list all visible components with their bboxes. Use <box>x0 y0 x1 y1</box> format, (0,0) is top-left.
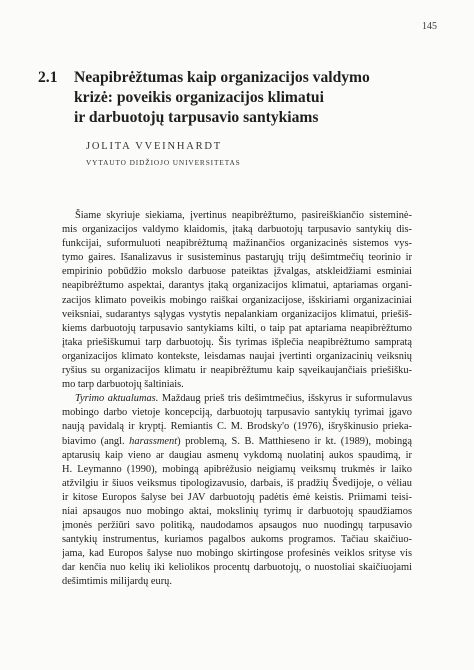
author-affiliation: VYTAUTO DIDŽIOJO UNIVERSITETAS <box>86 158 241 167</box>
text-line: aptarusių kaip vieno ar daugiau asmenų vykdomą nuolatinį aukos spaudimą, ir <box>62 449 412 461</box>
chapter-title-line: Neapibrėžtumas kaip organizacijos valdymo <box>74 69 370 86</box>
text-line: mo tarp darbuotojų šaltiniais. <box>62 379 184 391</box>
text-line: dar kenčia nuo kelių iki keliolikos procentų darbuotojų, o nuostoliai skaičiuojami <box>62 562 412 574</box>
text-line: mobingo darbo vietoje koncepciją, darbuotojų tarpusavio santykių tyrimai įgavo <box>62 407 412 419</box>
text-line: kiems darbuotojų tarpusavio santykiams kilti, o taip pat aptariama neapibrėžtumo <box>62 322 412 334</box>
text-line: jama, kad Europos šalyse nuo mobingo skirtingose profesinės veiklos srityse vis <box>62 548 412 560</box>
text-line: ryšius su organizacijos klimatu ir neapibrėžtumu kaip sąveikaujančiais priešišku- <box>62 365 412 377</box>
text-line: dešimtimis milijardų eurų. <box>62 576 172 588</box>
text-line: organizacijos klimato kontekste, leisdamas naujai įvertinti organizacinių veiksnių <box>62 350 412 362</box>
text-run: biavimo (angl. <box>62 435 130 447</box>
chapter-heading <box>38 68 398 128</box>
text-line: įmonės peržiūri savo politiką, naudodamos apsaugos nuo nuodingų tarpusavio <box>62 520 412 532</box>
text-line: įtaka priešiškumui tarp darbuotojų. Šis tyrimas išplečia neapibrėžtumo sampratą <box>62 336 412 348</box>
text-line <box>62 435 412 449</box>
text-line: funkcijai, suformuluoti neapibrėžtumą mažinančios organizacinės sistemos vys- <box>62 238 412 250</box>
italic-term: harassment <box>129 435 178 447</box>
text-run: Maždaug prieš tris dešimtmečius, išskyrus ir suformulavus <box>158 393 412 405</box>
text-line: mis organizacijos valdymo klaidomis, įtaką darbuotojų tarpusavio santykių dis- <box>62 224 412 236</box>
body-text <box>62 209 412 590</box>
text-line: santykių instrumentus, kuriamos pagalbos aukoms programos. Tačiau skaičiuo- <box>62 534 412 546</box>
author-name: JOLITA VVEINHARDT <box>86 141 223 152</box>
chapter-number: 2.1 <box>38 69 58 86</box>
section-lead-italic: Tyrimo aktualumas. <box>75 393 159 405</box>
text-line: H. Leymanno (1990), mobingą apibrėžusio neigiamų veiksmų trukmės ir laiko <box>62 463 412 475</box>
page-number: 145 <box>422 21 437 32</box>
chapter-title-line: krizė: poveikis organizacijos klimatui <box>74 89 324 106</box>
chapter-title <box>74 68 398 128</box>
text-line: atžvilgiu ir šiuos veiksmus tipologizavusio, darbais, iš pradžių Švedijoje, o vėliau <box>62 477 412 489</box>
text-line: Šiame skyriuje siekiama, įvertinus neapibrėžtumo, pasireiškiančio sisteminė- <box>75 210 412 221</box>
chapter-title-line: ir darbuotojų tarpusavio santykiams <box>74 109 319 126</box>
text-line: niai apsaugos nuo mobingo aktai, mokslinių tyrimų ir darbuotojų spaudžiamos <box>62 505 412 517</box>
text-line: naują pavidalą ir kryptį. Remiantis C. M. Brodsky'o (1976), išryškinusio prieka- <box>62 421 412 433</box>
text-run: ) problemą, S. B. Matthieseno ir kt. (1989), mobingą <box>177 435 412 447</box>
text-line: empirinio pobūdžio mokslo darbuose pateiktas įžvalgas, atskleidžiami esminiai <box>62 266 412 278</box>
paragraph-abstract <box>62 209 412 392</box>
text-line: tymo gaires. Išanalizavus ir susisteminus pastarųjų trijų dešimtmečių teorinio ir <box>62 252 412 264</box>
text-line: veiksniai, sudarantys sąlygas vystytis nepalankiam organizacijos klimatui, priešiš- <box>62 308 412 320</box>
text-line: neapibrėžtumo aspektai, darantys įtaką organizacijos klimatui, aptariamas organi- <box>62 280 412 292</box>
paragraph-relevance <box>62 392 412 589</box>
text-line: ir kitose Europos šalyse bei JAV darbuotojų padėtis ėmė keistis. Priimami teisi- <box>62 491 412 503</box>
text-line <box>62 392 412 406</box>
text-line: zacijos klimato poveikis mobingo raiškai organizacijose, išskiriami organizaciniai <box>62 294 412 306</box>
